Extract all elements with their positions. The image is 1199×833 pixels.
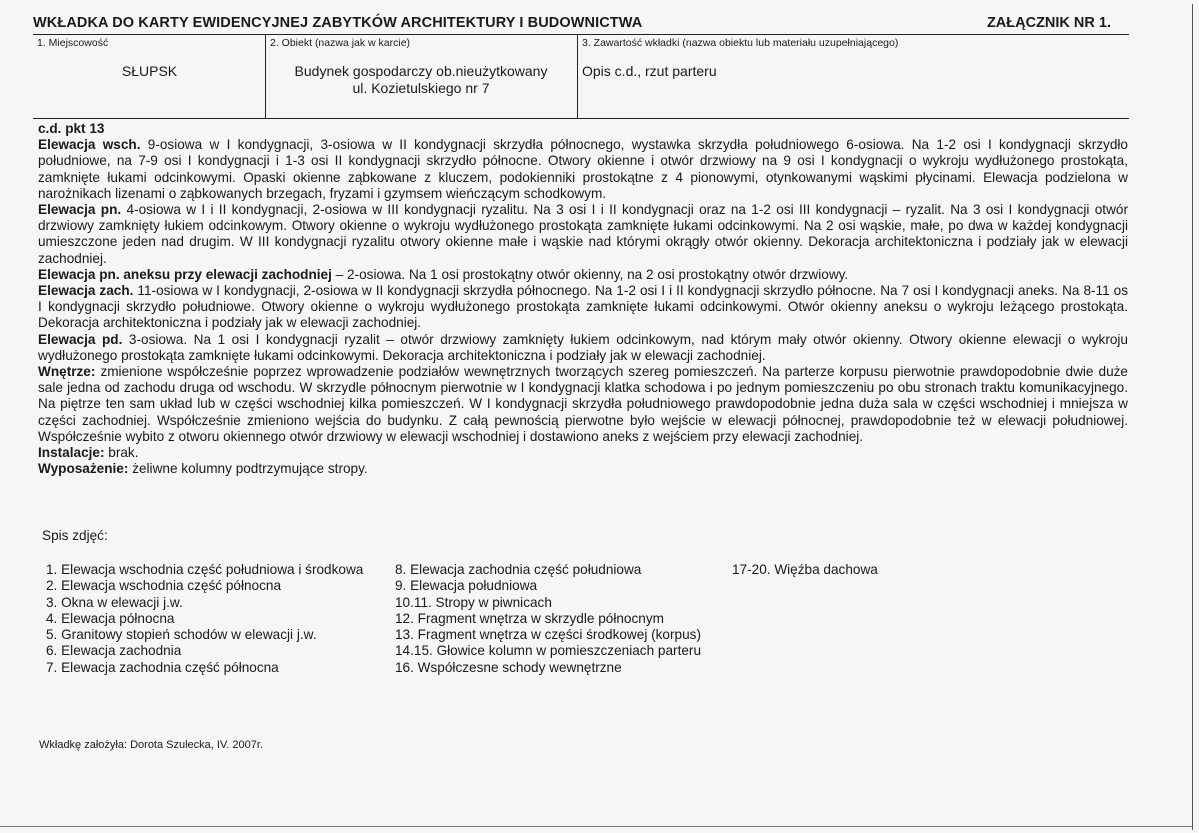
- paragraph-heading: Elewacja wsch.: [38, 137, 141, 153]
- paragraph-east-elevation: [38, 137, 1128, 202]
- list-item: 16. Współczesne schody wewnętrzne: [395, 659, 622, 675]
- list-item: 2. Elewacja wschodnia część północna: [46, 578, 282, 594]
- photo-list-column-2: [395, 562, 701, 676]
- paragraph-heading: Elewacja zach.: [38, 283, 134, 299]
- list-item: 9. Elewacja południowa: [395, 578, 538, 594]
- list-item: 4. Elewacja północna: [46, 610, 175, 626]
- object-label: 2. Obiekt (nazwa jak w karcie): [270, 37, 411, 49]
- list-item: 6. Elewacja zachodnia: [46, 643, 182, 659]
- paragraph-heading: Elewacja pn. aneksu przy elewacji zachodniej: [38, 266, 332, 282]
- paragraph-heading: Wnętrze:: [38, 364, 96, 380]
- page-edge-right: [1192, 4, 1193, 830]
- object-value-line-1: Budynek gospodarczy ob.nieużytkowany: [294, 63, 548, 79]
- description-body: [38, 121, 1128, 477]
- paragraph-text: 4-osiowa w I i II kondygnacji, 2-osiowa w III kondygnacji ryzalitu. Na 3 osi I i II kondygnacji oraz na 1-2 osi III kondygnacji – ryzalit. Na 3 osi I kondygnacji otwór drzwiowy zamknięty łukiem odcinkowym. Otwory okienne o wykroju wydłużonego prostokąta zamknięte łukami odcinkowymi. Na 2 osi wąskie, małe, po dwa w każdej kondygnacji umieszczone jeden nad drugim. W III kondygnacji ryzalitu otwory okienne małe i wąskie nad którymi okrągły otwór okienny. Dekoracja architektoniczna i podziały jak w elewacji zachodniej.: [38, 202, 1128, 266]
- list-item: 7. Elewacja zachodnia część północna: [46, 659, 279, 675]
- paragraph-west-elevation: [38, 283, 1128, 332]
- locality-label: 1. Miejscowość: [37, 37, 109, 49]
- list-item: 8. Elewacja zachodnia część południowa: [395, 562, 642, 577]
- paragraph-text: brak.: [104, 445, 139, 461]
- header-rule: [33, 34, 1129, 35]
- content-value: Opis c.d., rzut parteru: [582, 63, 717, 79]
- author-note: Wkładkę założyła: Dorota Szulecka, IV. 2007r.: [39, 739, 263, 751]
- paragraph-text: – 2-osiowa. Na 1 osi prostokątny otwór okienny, na 2 osi prostokątny otwór drzwiowy.: [331, 266, 849, 282]
- paragraph-north-elevation: [38, 202, 1128, 267]
- paragraph-text: 9-osiowa w I kondygnacji, 3-osiowa w II kondygnacji skrzydła północnego, wystawka skrzydła południowego 6-osiowa. Na 1-2 osi I kondygnacji skrzydło południowe, na 7-9 osi I kondygnacji i 1-3 osi II kondygnacji skrzydło północne. Otwory okienne i otwór drzwiowy na 9 osi I kondygnacji o wykroju wydłużonego prostokąta, zamknięte łukami odcinkowymi. Opaski okienne ząbkowane z kluczem, podokienniki prostokątne z 4 pionowymi, otynkowanymi wąskimi płycinami. Elewacja podzielona w narożnikach lizenami o ząbkowanych brzegach, fryzami i gzymsem wieńczącym schodkowym.: [38, 137, 1128, 201]
- paragraph-annex-elevation: [38, 267, 1128, 283]
- locality-value: SŁUPSK: [121, 63, 178, 79]
- paragraph-text: żeliwne kolumny podtrzymujące stropy.: [128, 461, 368, 477]
- paragraph-text: zmienione współcześnie poprzez wprowadzenie podziałów wewnętrznych tworzących szereg pomieszczeń. Na parterze korpusu pierwotnie prawdopodobnie dwie duże sale jedna od zachodu druga od wschodu. W skrzydle północnym pierwotnie w I kondygnacji klatka schodowa i po jednym pomieszczeniu po obu stronach traktu komunikacyjnego. Na piętrze ten sam układ lub w części wschodniej kilka pomieszczeń. W I kondygnacji skrzydła południowego prawdopodobnie jedna duża sala w części wschodniej i mniejsza w części zachodniej. Współcześnie zmieniono wejścia do budynku. Z całą pewnością pierwotne było wejście w elewacji północnej, prawdopodobnie też w elewacji południowej. Współcześnie wybito z otworu okiennego otwór drzwiowy w elewacji wschodniej i dostawiono aneks z wejściem przy elewacji zachodniej.: [38, 364, 1128, 444]
- list-item: 10.11. Stropy w piwnicach: [395, 594, 552, 610]
- paragraph-equipment: [38, 461, 1128, 477]
- paragraph-text: 11-osiowa w I kondygnacji, 2-osiowa w II kondygnacji skrzydła północnego. Na 1-2 osi I i II kondygnacji skrzydło północne. Na 7 osi I kondygnacji aneks. Na 8-11 os I kondygnacji skrzydło południowe. Otwory okienne o wykroju wydłużonego prostokąta zamknięte łukami odcinkowymi. Otwór okienny aneksu o wykroju leżącego prostokąta. Dekoracja architektoniczna i podziały jak w elewacji zachodniej.: [38, 283, 1128, 331]
- list-item: 13. Fragment wnętrza w części środkowej (korpus): [395, 627, 701, 643]
- annex-number: ZAŁĄCZNIK NR 1.: [986, 15, 1111, 31]
- photo-list-column-3: [732, 562, 878, 578]
- section-title: c.d. pkt 13: [38, 121, 105, 136]
- page-edge-bottom: [0, 826, 1192, 827]
- paragraph-heading: Wyposażenie:: [38, 461, 129, 477]
- content-label: 3. Zawartość wkładki (nazwa obiektu lub materiału uzupełniającego): [582, 37, 899, 49]
- paragraph-heading: Elewacja pn.: [38, 202, 122, 218]
- paragraph-interior: [38, 364, 1128, 445]
- paragraph-heading: Elewacja pd.: [38, 331, 123, 347]
- paragraph-text: 3-osiowa. Na 1 osi I kondygnacji ryzalit – otwór drzwiowy zamknięty łukiem odcinkowym, nad którym mały otwór okienny. Otwory okienne elewacji o wykroju wydłużonego prostokąta zamknięte łukami odcinkowymi. Dekoracja architektoniczna i podziały jak w elewacji zachodniej.: [38, 331, 1128, 363]
- field-divider-1: [265, 35, 266, 118]
- list-item: 5. Granitowy stopień schodów w elewacji j.w.: [46, 627, 317, 643]
- list-item: 17-20. Więźba dachowa: [732, 562, 878, 577]
- paragraph-installations: [38, 445, 1128, 461]
- list-item: 1. Elewacja wschodnia część południowa i środkowa: [46, 562, 364, 577]
- form-title: WKŁADKA DO KARTY EWIDENCYJNEJ ZABYTKÓW ARCHITEKTURY I BUDOWNICTWA: [33, 15, 643, 31]
- paragraph-heading: Instalacje:: [38, 445, 105, 461]
- photo-list-title: Spis zdjęć:: [42, 528, 108, 543]
- object-value-line-2: ul. Kozietulskiego nr 7: [352, 80, 490, 96]
- field-divider-2: [577, 35, 578, 118]
- list-item: 14.15. Głowice kolumn w pomieszczeniach parteru: [395, 643, 702, 659]
- paragraph-south-elevation: [38, 332, 1128, 364]
- list-item: 12. Fragment wnętrza w skrzydle północnym: [395, 610, 664, 626]
- list-item: 3. Okna w elewacji j.w.: [46, 594, 183, 610]
- fields-bottom-rule: [33, 118, 1129, 119]
- photo-list-column-1: [46, 562, 363, 676]
- object-value: [268, 63, 574, 97]
